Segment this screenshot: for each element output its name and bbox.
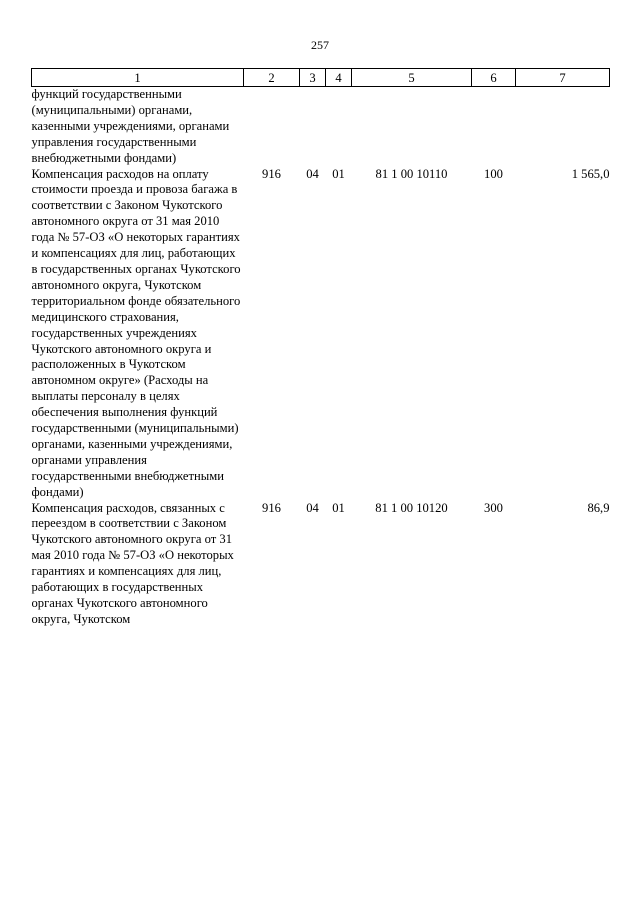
row-ministry-code: 916 <box>262 500 281 515</box>
row-description: Компенсация расходов, связанных с переездом в соответствии с Законом Чукотского автономного округа от 31 мая 2010 года № 57-ОЗ «О некоторых гарантиях и компенсациях для лиц, работающих в государственных органах Чукотского автономного округа, Чукотском <box>31 500 234 626</box>
row-ministry-code: 916 <box>262 166 281 181</box>
row-amount <box>516 87 610 167</box>
column-header-1: 1 <box>32 69 244 87</box>
row-expense-type: 300 <box>484 500 503 515</box>
table-row <box>32 87 610 167</box>
row-target-article: 81 1 00 10120 <box>375 500 448 515</box>
row-amount: 1 565,0 <box>571 166 610 181</box>
row-target-article: 81 1 00 10110 <box>375 166 448 181</box>
row-section-code: 04 <box>306 500 319 515</box>
budget-table <box>31 68 610 628</box>
row-expense-type <box>472 87 516 167</box>
row-subsection-code: 01 <box>332 500 345 515</box>
row-amount: 86,9 <box>587 500 610 515</box>
row-expense-type: 100 <box>484 166 503 181</box>
column-header-7: 7 <box>516 69 610 87</box>
column-header-3: 3 <box>300 69 326 87</box>
table-row <box>32 501 610 628</box>
row-target-article <box>352 87 472 167</box>
column-header-6: 6 <box>472 69 516 87</box>
row-ministry-code <box>244 87 300 167</box>
column-header-5: 5 <box>352 69 472 87</box>
row-section-code <box>300 87 326 167</box>
row-description: функций государственными (муниципальными) органами, казенными учреждениями, органами управления государственными внебюджетными фондами) <box>31 87 230 165</box>
page-number: 257 <box>311 38 329 52</box>
column-header-row <box>32 69 610 87</box>
row-description: Компенсация расходов на оплату стоимости проезда и провоза багажа в соответствии с Законом Чукотского автономного округа от 31 мая 2010 года № 57-ОЗ «О некоторых гарантиях и компенсациях для лиц, работающих в государственных органах Чукотского автономного округа, Чукотском территориальном фонде обязательного медицинского страхования, государственных учреждениях Чукотского автономного округа и расположенных в Чукотском автономном округе» (Расходы на выплаты персоналу в целях обеспечения выполнения функций государственными (муниципальными) органами, казенными учреждениями, органами управления государственными внебюджетными фондами) <box>31 166 241 499</box>
row-subsection-code: 01 <box>332 166 345 181</box>
table-row <box>32 167 610 501</box>
row-subsection-code <box>326 87 352 167</box>
column-header-2: 2 <box>244 69 300 87</box>
column-header-4: 4 <box>326 69 352 87</box>
row-section-code: 04 <box>306 166 319 181</box>
